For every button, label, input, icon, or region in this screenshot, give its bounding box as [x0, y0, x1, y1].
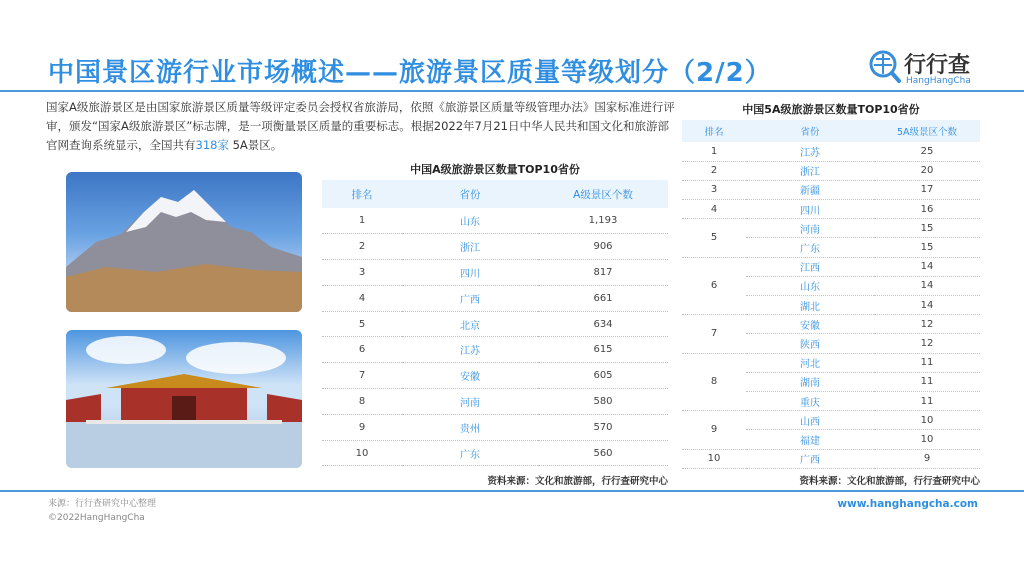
table-row: [322, 363, 668, 389]
province-cell: 新疆: [746, 180, 874, 199]
column-header-province: 省份: [402, 180, 538, 208]
rank-cell: 7: [682, 315, 746, 353]
table-row: [682, 353, 980, 372]
intro-text-end: 5A景区。: [228, 138, 283, 152]
rank-cell: 3: [322, 260, 402, 286]
count-cell: 14: [874, 257, 980, 276]
rank-cell: 8: [682, 353, 746, 411]
table-row: [682, 180, 980, 199]
province-cell: 四川: [746, 200, 874, 219]
province-cell: 安徽: [746, 315, 874, 334]
palace-photo: [66, 330, 302, 468]
rank-cell: 6: [682, 257, 746, 315]
table-row: [682, 142, 980, 161]
count-cell: 17: [874, 180, 980, 199]
mountain-photo: [66, 172, 302, 312]
logo-text: 行行查: [904, 53, 971, 78]
count-cell: 15: [874, 219, 980, 238]
rank-cell: 10: [322, 440, 402, 466]
rank-cell: 2: [682, 161, 746, 180]
count-cell: 560: [538, 440, 668, 466]
province-cell: 山东: [402, 208, 538, 234]
count-cell: 12: [874, 315, 980, 334]
province-cell: 四川: [402, 260, 538, 286]
count-cell: 661: [538, 285, 668, 311]
table-row: [682, 257, 980, 276]
province-cell: 重庆: [746, 391, 874, 410]
count-cell: 14: [874, 276, 980, 295]
intro-highlight: 318家: [195, 138, 229, 152]
footer-copyright: ©2022HangHangCha: [48, 513, 145, 523]
5a-level-table-title: 中国5A级旅游景区数量TOP10省份: [742, 103, 920, 116]
a-level-table-source: 资料来源：文化和旅游部，行行查研究中心: [487, 476, 668, 487]
count-cell: 1,193: [538, 208, 668, 234]
rank-cell: 5: [322, 311, 402, 337]
count-cell: 605: [538, 363, 668, 389]
footer-source-note: 来源：行行查研究中心整理: [48, 499, 157, 509]
table-row: [682, 411, 980, 430]
count-cell: 10: [874, 430, 980, 449]
rank-cell: 7: [322, 363, 402, 389]
province-cell: 湖北: [746, 296, 874, 315]
header-divider: [0, 90, 1024, 92]
province-cell: 广西: [402, 285, 538, 311]
5a-level-table: [682, 120, 980, 469]
table-row: [322, 337, 668, 363]
province-cell: 湖南: [746, 372, 874, 391]
count-cell: 10: [874, 411, 980, 430]
website-link[interactable]: www.hanghangcha.com: [837, 498, 978, 510]
count-cell: 12: [874, 334, 980, 353]
province-cell: 浙江: [746, 161, 874, 180]
province-cell: 山西: [746, 411, 874, 430]
rank-cell: 8: [322, 389, 402, 415]
footer-notes: [48, 497, 156, 525]
province-cell: 北京: [402, 311, 538, 337]
count-cell: 570: [538, 414, 668, 440]
table-row: [322, 389, 668, 415]
rank-cell: 6: [322, 337, 402, 363]
province-cell: 河南: [746, 219, 874, 238]
a-level-table: [322, 180, 668, 466]
province-cell: 安徽: [402, 363, 538, 389]
province-cell: 江苏: [402, 337, 538, 363]
logo-subtext: HangHangCha: [906, 76, 971, 86]
table-row: [322, 208, 668, 234]
table-row: [322, 414, 668, 440]
table-row: [322, 234, 668, 260]
count-cell: 906: [538, 234, 668, 260]
count-cell: 11: [874, 391, 980, 410]
province-cell: 陕西: [746, 334, 874, 353]
intro-paragraph: [46, 98, 676, 155]
count-cell: 25: [874, 142, 980, 161]
intro-text: 国家A级旅游景区是由国家旅游景区质量等级评定委员会授权省旅游局，依照《旅游景区质量等级管理办法》国家标准进行评审，颁发“国家A级旅游景区”标志牌，是一项衡量景区质量的重要标志。根据2022年7月21日中华人民共和国文化和旅游部官网查询系统显示，全国共有: [46, 100, 675, 152]
province-cell: 河北: [746, 353, 874, 372]
globe-magnifier-icon: [868, 48, 902, 88]
rank-cell: 2: [322, 234, 402, 260]
rank-cell: 4: [682, 200, 746, 219]
rank-cell: 1: [682, 142, 746, 161]
column-header-rank: 排名: [322, 180, 402, 208]
province-cell: 广西: [746, 449, 874, 468]
count-cell: 615: [538, 337, 668, 363]
column-header-count: 5A级景区个数: [874, 120, 980, 142]
province-cell: 山东: [746, 276, 874, 295]
table-row: [322, 260, 668, 286]
a-level-table-title: 中国A级旅游景区数量TOP10省份: [410, 163, 580, 176]
table-row: [682, 161, 980, 180]
rank-cell: 1: [322, 208, 402, 234]
province-cell: 广东: [746, 238, 874, 257]
table-row: [682, 315, 980, 334]
count-cell: 16: [874, 200, 980, 219]
5a-level-table-source: 资料来源：文化和旅游部，行行查研究中心: [799, 476, 980, 487]
brand-logo[interactable]: [868, 48, 988, 92]
count-cell: 580: [538, 389, 668, 415]
page-title: 中国景区游行业市场概述——旅游景区质量等级划分（2/2）: [48, 58, 772, 88]
province-cell: 广东: [402, 440, 538, 466]
table-row: [682, 219, 980, 238]
province-cell: 江西: [746, 257, 874, 276]
column-header-province: 省份: [746, 120, 874, 142]
count-cell: 9: [874, 449, 980, 468]
rank-cell: 9: [682, 411, 746, 449]
province-cell: 河南: [402, 389, 538, 415]
table-header-row: [322, 180, 668, 208]
column-header-count: A级景区个数: [538, 180, 668, 208]
table-row: [682, 200, 980, 219]
count-cell: 15: [874, 238, 980, 257]
province-cell: 福建: [746, 430, 874, 449]
province-cell: 浙江: [402, 234, 538, 260]
table-row: [322, 285, 668, 311]
count-cell: 634: [538, 311, 668, 337]
table-header-row: [682, 120, 980, 142]
column-header-rank: 排名: [682, 120, 746, 142]
rank-cell: 4: [322, 285, 402, 311]
table-row: [322, 440, 668, 466]
count-cell: 14: [874, 296, 980, 315]
footer-divider: [0, 490, 1024, 492]
rank-cell: 9: [322, 414, 402, 440]
count-cell: 11: [874, 353, 980, 372]
rank-cell: 5: [682, 219, 746, 257]
province-cell: 江苏: [746, 142, 874, 161]
province-cell: 贵州: [402, 414, 538, 440]
rank-cell: 10: [682, 449, 746, 468]
rank-cell: 3: [682, 180, 746, 199]
table-row: [682, 449, 980, 468]
count-cell: 817: [538, 260, 668, 286]
count-cell: 20: [874, 161, 980, 180]
count-cell: 11: [874, 372, 980, 391]
table-row: [322, 311, 668, 337]
